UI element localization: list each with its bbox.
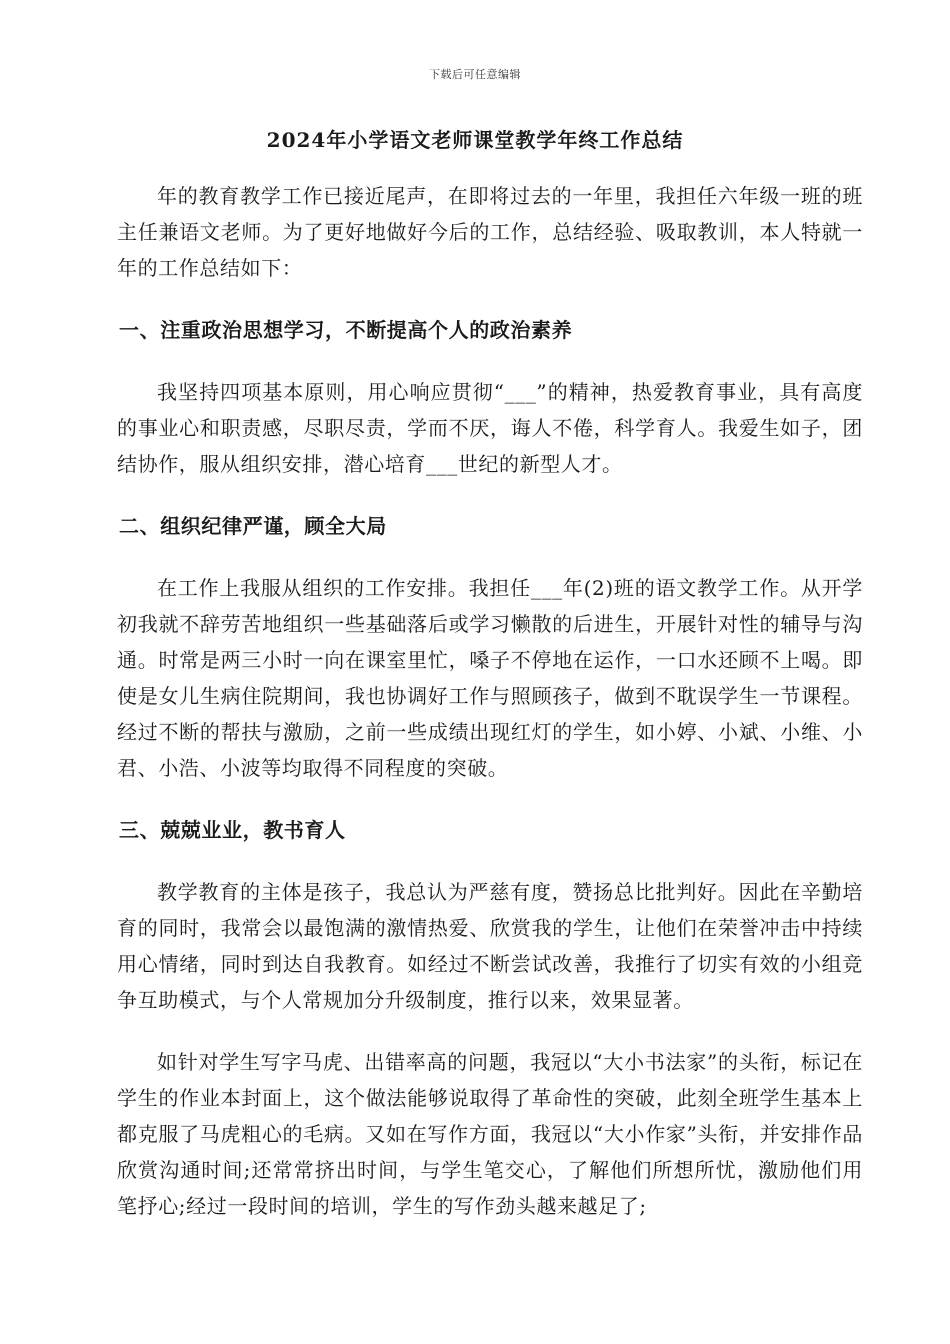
- section-3-heading: 三、兢兢业业，教书育人: [119, 818, 346, 842]
- section-2-heading: 二、组织纪律严谨，顾全大局: [119, 514, 387, 538]
- document-title: 2024年小学语文老师课堂教学年终工作总结: [266, 128, 684, 152]
- intro-paragraph: 年的教育教学工作已接近尾声，在即将过去的一年里，我担任六年级一班的班主任兼语文老师。为了更好地做好今后的工作，总结经验、吸取教训，本人特就一年的工作总结如下：: [117, 184, 863, 280]
- section-1-heading: 一、注重政治思想学习，不断提高个人的政治素养: [119, 318, 573, 342]
- header-note: 下载后可任意编辑: [429, 68, 521, 81]
- section-2-paragraph: 在工作上我服从组织的工作安排。我担任___年(2)班的语文教学工作。从开学初我就不辞劳苦地组织一些基础落后或学习懒散的后进生，开展针对性的辅导与沟通。时常是两三小时一向在课室里忙，嗓子不停地在运作，一口水还顾不上喝。即使是女儿生病住院期间，我也协调好工作与照顾孩子，做到不耽误学生一节课程。经过不断的帮扶与激励，之前一些成绩出现红灯的学生，如小婷、小斌、小维、小君、小浩、小波等均取得不同程度的突破。: [117, 576, 863, 780]
- section-3-paragraph-1: 教学教育的主体是孩子，我总认为严慈有度，赞扬总比批判好。因此在辛勤培育的同时，我常会以最饱满的激情热爱、欣赏我的学生，让他们在荣誉冲击中持续用心情绪，同时到达自我教育。如经过不断尝试改善，我推行了切实有效的小组竞争互助模式，与个人常规加分升级制度，推行以来，效果显著。: [117, 880, 863, 1012]
- section-1-paragraph: 我坚持四项基本原则，用心响应贯彻“___”的精神，热爱教育事业，具有高度的事业心和职责感，尽职尽责，学而不厌，诲人不倦，科学育人。我爱生如子，团结协作，服从组织安排，潜心培育___世纪的新型人才。: [117, 380, 863, 476]
- document-body: [117, 178, 863, 1250]
- section-3-paragraph-2: 如针对学生写字马虎、出错率高的问题，我冠以“大小书法家”的头衔，标记在学生的作业本封面上，这个做法能够说取得了革命性的突破，此刻全班学生基本上都克服了马虎粗心的毛病。又如在写作方面，我冠以“大小作家”头衔，并安排作品欣赏沟通时间;还常常挤出时间，与学生笔交心，了解他们所想所忧，激励他们用笔抒心;经过一段时间的培训，学生的写作劲头越来越足了;: [117, 1050, 863, 1218]
